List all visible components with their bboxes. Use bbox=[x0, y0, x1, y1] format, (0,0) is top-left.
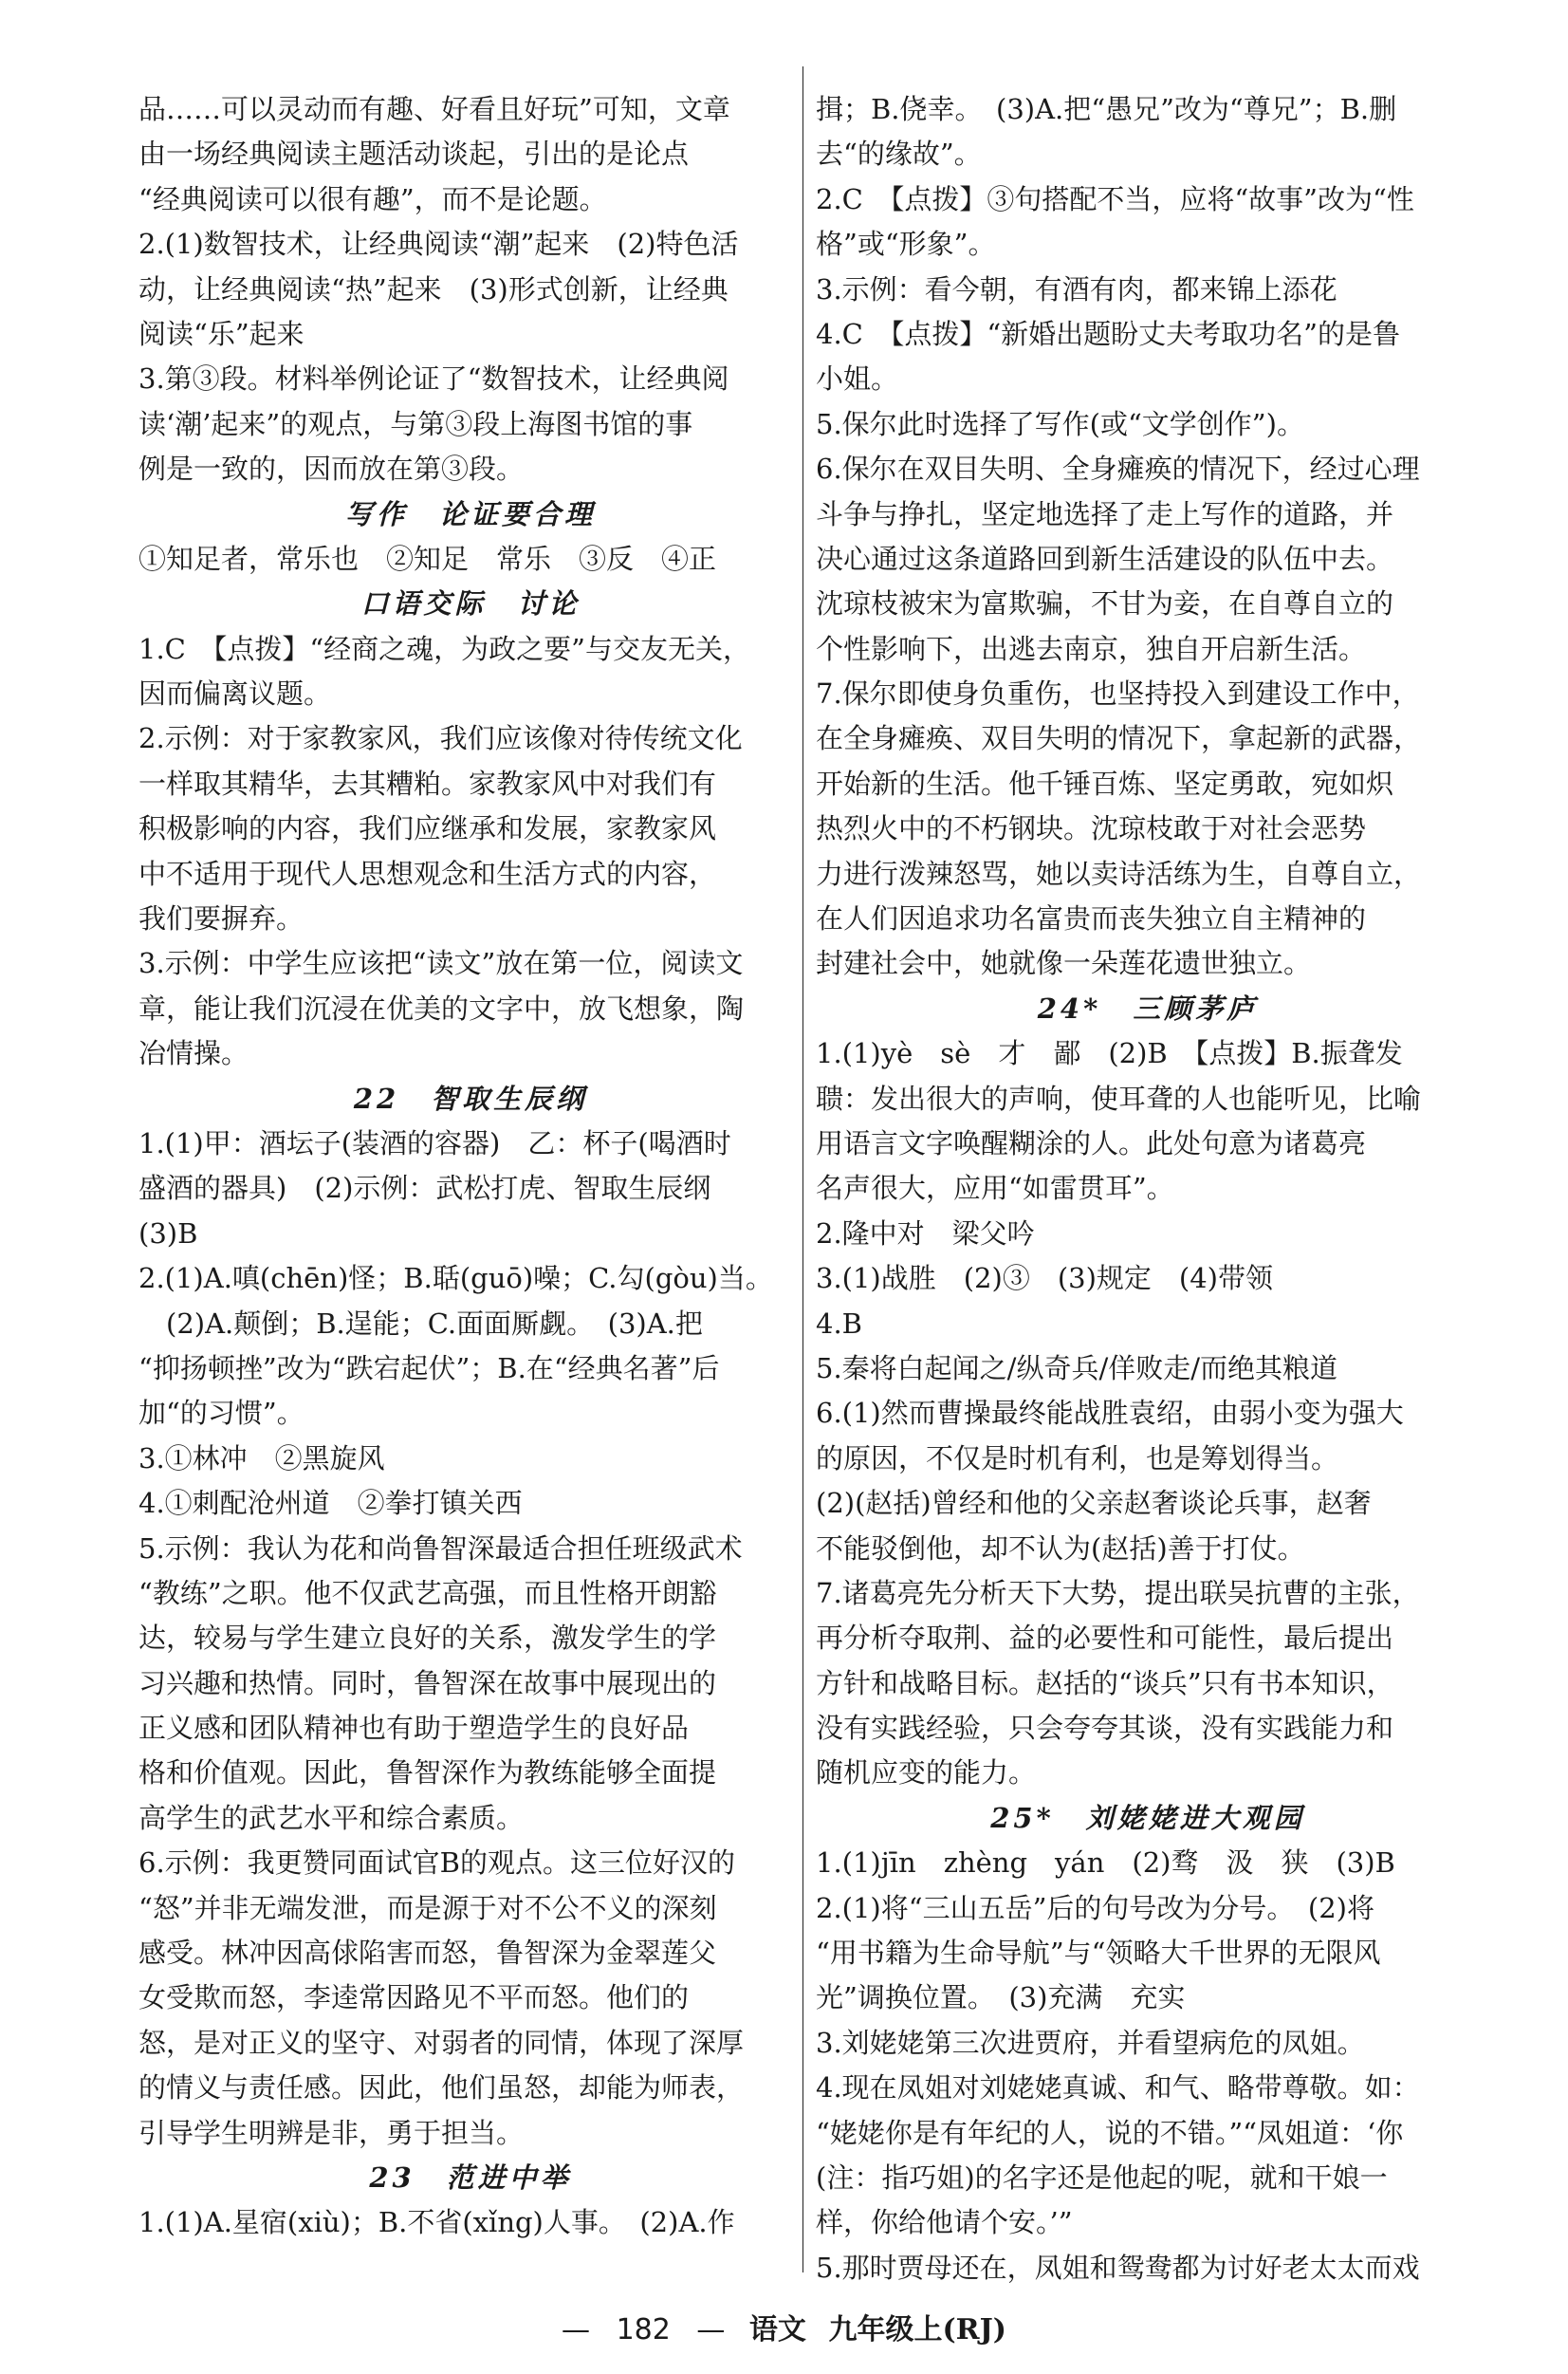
text-line: 在全身瘫痪、双目失明的情况下，拿起新的武器， bbox=[816, 722, 1422, 755]
left-column bbox=[138, 87, 802, 2246]
text-line: 方针和战略目标。赵括的“谈兵”只有书本知识， bbox=[816, 1666, 1394, 1699]
text-line: 的情义与责任感。因此，他们虽怒，却能为师表， bbox=[138, 2071, 745, 2105]
text-line: 6.(1)然而曹操最终能战胜袁绍，由弱小变为强大 bbox=[816, 1397, 1404, 1430]
text-line: 用语言文字唤醒糊涂的人。此处句意为诸葛亮 bbox=[816, 1126, 1367, 1159]
text-line: “怒”并非无端发泄，而是源于对不公不义的深刻 bbox=[138, 1891, 717, 1924]
text-line: 正义感和团队精神也有助于塑造学生的良好品 bbox=[138, 1712, 690, 1745]
text-line: “用书籍为生命导航”与“领略大千世界的无限风 bbox=[816, 1937, 1381, 1970]
text-line: 中不适用于现代人思想观念和生活方式的内容， bbox=[138, 857, 717, 890]
text-line: 动，让经典阅读“热”起来 (3)形式创新，让经典 bbox=[138, 272, 729, 306]
text-line: 例是一致的，因而放在第③段。 bbox=[138, 453, 525, 486]
text-line: 揖；B.侥幸。 (3)A.把“愚兄”改为“尊兄”；B.删 bbox=[816, 93, 1397, 125]
text-line: 4.B bbox=[816, 1307, 862, 1340]
text-line: 样，你给他请个安。’” bbox=[816, 2206, 1073, 2239]
text-line: 小姐。 bbox=[816, 362, 899, 396]
text-line: 名声很大，应用“如雷贯耳”。 bbox=[816, 1172, 1174, 1205]
text-line: 光”调换位置。 (3)充满 充实 bbox=[816, 1981, 1186, 2014]
text-line: 1.(1)A.星宿(xiù)；B.不省(xǐng)人事。 (2)A.作 bbox=[138, 2206, 735, 2239]
text-line: 6.示例：我更赞同面试官B的观点。这三位好汉的 bbox=[138, 1846, 735, 1880]
text-line: (2)(赵括)曾经和他的父亲赵奢谈论兵事，赵奢 bbox=[816, 1487, 1372, 1520]
page-number: 182 bbox=[616, 2313, 671, 2346]
text-line: 沈琼枝被宋为富欺骗，不甘为妾，在自尊自立的 bbox=[816, 587, 1394, 621]
text-line: 积极影响的内容，我们应继承和发展，家教家风 bbox=[138, 812, 717, 845]
text-line: 5.秦将白起闻之/纵奇兵/佯败走/而绝其粮道 bbox=[816, 1351, 1337, 1384]
text-line: 去“的缘故”。 bbox=[816, 138, 982, 171]
text-line: 加“的习惯”。 bbox=[138, 1397, 304, 1430]
text-line: “抑扬顿挫”改为“跌宕起伏”；B.在“经典名著”后 bbox=[138, 1351, 720, 1384]
text-line: 3.(1)战胜 (2)③ (3)规定 (4)带领 bbox=[816, 1262, 1273, 1295]
text-line: 感受。林冲因高俅陷害而怒，鲁智深为金翠莲父 bbox=[138, 1937, 717, 1970]
text-line: 3.示例：中学生应该把“读文”放在第一位，阅读文 bbox=[138, 947, 744, 980]
text-line: 2.C 【点拨】③句搭配不当，应将“故事”改为“性 bbox=[816, 182, 1414, 215]
text-line: 阅读“乐”起来 bbox=[138, 317, 304, 350]
text-line: 个性影响下，出逃去南京，独自开启新生活。 bbox=[816, 632, 1367, 665]
text-line: (3)B bbox=[138, 1216, 198, 1250]
section-heading: 写作 论证要合理 bbox=[344, 497, 596, 530]
text-line: 封建社会中，她就像一朵莲花遗世独立。 bbox=[816, 947, 1312, 980]
text-line: 4.①刺配沧州道 ②拳打镇关西 bbox=[138, 1487, 523, 1520]
text-line: 开始新的生活。他千锤百炼、坚定勇敢，宛如炽 bbox=[816, 767, 1394, 800]
text-line: 2.(1)将“三山五岳”后的句号改为分号。 (2)将 bbox=[816, 1891, 1374, 1924]
text-line: 读‘潮’起来”的观点，与第③段上海图书馆的事 bbox=[138, 407, 693, 440]
text-line: (2)A.颠倒；B.逞能；C.面面厮觑。 (3)A.把 bbox=[138, 1307, 703, 1340]
text-line: 2.(1)数智技术，让经典阅读“潮”起来 (2)特色活 bbox=[138, 228, 739, 261]
text-line: 引导学生明辨是非，勇于担当。 bbox=[138, 2116, 525, 2149]
page-footer: — 182 — 语文 九年级上(RJ) bbox=[562, 2313, 1006, 2346]
text-line: “教练”之职。他不仅武艺高强，而且性格开朗豁 bbox=[138, 1576, 717, 1609]
text-line: 斗争与挣扎，坚定地选择了走上写作的道路，并 bbox=[816, 497, 1394, 530]
section-heading: 口语交际 讨论 bbox=[360, 587, 581, 621]
section-heading: 25* 刘姥姥进大观园 bbox=[990, 1801, 1305, 1834]
grade-label: 九年级上(RJ) bbox=[828, 2313, 1006, 2346]
text-line: 7.诸葛亮先分析天下大势，提出联吴抗曹的主张， bbox=[816, 1576, 1420, 1609]
text-line: 6.保尔在双目失明、全身瘫痪的情况下，经过心理 bbox=[816, 453, 1420, 486]
text-line: 习兴趣和热情。同时，鲁智深在故事中展现出的 bbox=[138, 1666, 717, 1699]
text-line: 格”或“形象”。 bbox=[816, 228, 996, 261]
text-line: 2.隆中对 梁父吟 bbox=[816, 1216, 1035, 1250]
text-line: 2.(1)A.嗔(chēn)怪；B.聒(guō)噪；C.勾(gòu)当。 bbox=[138, 1262, 773, 1295]
text-line: “经典阅读可以很有趣”，而不是论题。 bbox=[138, 182, 607, 215]
text-line: 决心通过这条道路回到新生活建设的队伍中去。 bbox=[816, 542, 1394, 575]
text-line: 1.C 【点拨】“经商之魂，为政之要”与交友无关， bbox=[138, 632, 751, 665]
text-line: 4.现在凤姐对刘姥姥真诚、和气、略带尊敬。如： bbox=[816, 2071, 1420, 2105]
text-line: 1.(1)yè sè 才 鄙 (2)B 【点拨】B.振聋发 bbox=[816, 1037, 1403, 1070]
text-line: 1.(1)甲：酒坛子(装酒的容器) 乙：杯子(喝酒时 bbox=[138, 1126, 731, 1159]
text-line: 女受欺而怒，李逵常因路见不平而怒。他们的 bbox=[138, 1981, 690, 2014]
text-line: 冶情操。 bbox=[138, 1037, 249, 1070]
text-line: 格和价值观。因此，鲁智深作为教练能够全面提 bbox=[138, 1756, 717, 1790]
text-line: 7.保尔即使身负重伤，也坚持投入到建设工作中， bbox=[816, 677, 1420, 711]
text-line: 5.保尔此时选择了写作(或“文学创作”)。 bbox=[816, 407, 1304, 440]
column-divider bbox=[802, 66, 803, 2272]
text-line: 热烈火中的不朽钢块。沈琼枝敢于对社会恶势 bbox=[816, 812, 1367, 845]
text-line: 随机应变的能力。 bbox=[816, 1756, 1037, 1790]
text-line: 由一场经典阅读主题活动谈起，引出的是论点 bbox=[138, 138, 690, 171]
text-line: 3.第③段。材料举例论证了“数智技术，让经典阅 bbox=[138, 362, 729, 396]
text-line: 4.C 【点拨】“新婚出题盼丈夫考取功名”的是鲁 bbox=[816, 317, 1401, 350]
text-line: 5.示例：我认为花和尚鲁智深最适合担任班级武术 bbox=[138, 1531, 743, 1565]
text-line: 不能驳倒他，却不认为(赵括)善于打仗。 bbox=[816, 1531, 1305, 1565]
section-heading: 23 范进中举 bbox=[369, 2161, 572, 2194]
text-line: 5.那时贾母还在，凤姐和鸳鸯都为讨好老太太而戏 bbox=[816, 2251, 1420, 2284]
subject-label: 语文 bbox=[748, 2313, 806, 2346]
text-line: 高学生的武艺水平和综合素质。 bbox=[138, 1801, 525, 1834]
text-line: 在人们因追求功名富贵而丧失独立自主精神的 bbox=[816, 902, 1367, 936]
text-line: 3.刘姥姥第三次进贾府，并看望病危的凤姐。 bbox=[816, 2026, 1365, 2059]
section-heading: 24* 三顾茅庐 bbox=[1037, 992, 1259, 1025]
text-line: 3.①林冲 ②黑旋风 bbox=[138, 1441, 385, 1474]
text-line: 达，较易与学生建立良好的关系，激发学生的学 bbox=[138, 1622, 717, 1655]
text-line: 一样取其精华，去其糟粕。家教家风中对我们有 bbox=[138, 767, 717, 800]
text-line: 盛酒的器具) (2)示例：武松打虎、智取生辰纲 bbox=[138, 1172, 711, 1205]
text-line: 我们要摒弃。 bbox=[138, 902, 304, 936]
text-line: 力进行泼辣怒骂，她以卖诗活练为生，自尊自立， bbox=[816, 857, 1422, 890]
text-line: 再分析夺取荆、益的必要性和可能性，最后提出 bbox=[816, 1622, 1394, 1655]
right-column bbox=[816, 87, 1480, 2291]
text-line: 1.(1)jīn zhèng yán (2)骛 汲 狭 (3)B bbox=[816, 1846, 1395, 1880]
text-line: “姥姥你是有年纪的人，说的不错。”“凤姐道：‘你 bbox=[816, 2116, 1404, 2149]
text-line: 3.示例：看今朝，有酒有肉，都来锦上添花 bbox=[816, 272, 1337, 306]
text-line: 因而偏离议题。 bbox=[138, 677, 332, 711]
section-heading: 22 智取生辰纲 bbox=[353, 1082, 588, 1115]
text-line: (注：指巧姐)的名字还是他起的呢，就和干娘一 bbox=[816, 2161, 1388, 2194]
text-line: 没有实践经验，只会夸夸其谈，没有实践能力和 bbox=[816, 1712, 1394, 1745]
text-line: 怒，是对正义的坚守、对弱者的同情，体现了深厚 bbox=[138, 2026, 745, 2059]
text-line: 2.示例：对于家教家风，我们应该像对待传统文化 bbox=[138, 722, 743, 755]
text-line: 章，能让我们沉浸在优美的文字中，放飞想象，陶 bbox=[138, 992, 745, 1025]
text-line: 的原因，不仅是时机有利，也是筹划得当。 bbox=[816, 1441, 1339, 1474]
text-line: ①知足者，常乐也 ②知足 常乐 ③反 ④正 bbox=[138, 542, 717, 575]
text-line: 聩：发出很大的声响，使耳聋的人也能听见，比喻 bbox=[816, 1082, 1422, 1115]
text-line: 品……可以灵动而有趣、好看且好玩”可知，文章 bbox=[138, 93, 730, 125]
